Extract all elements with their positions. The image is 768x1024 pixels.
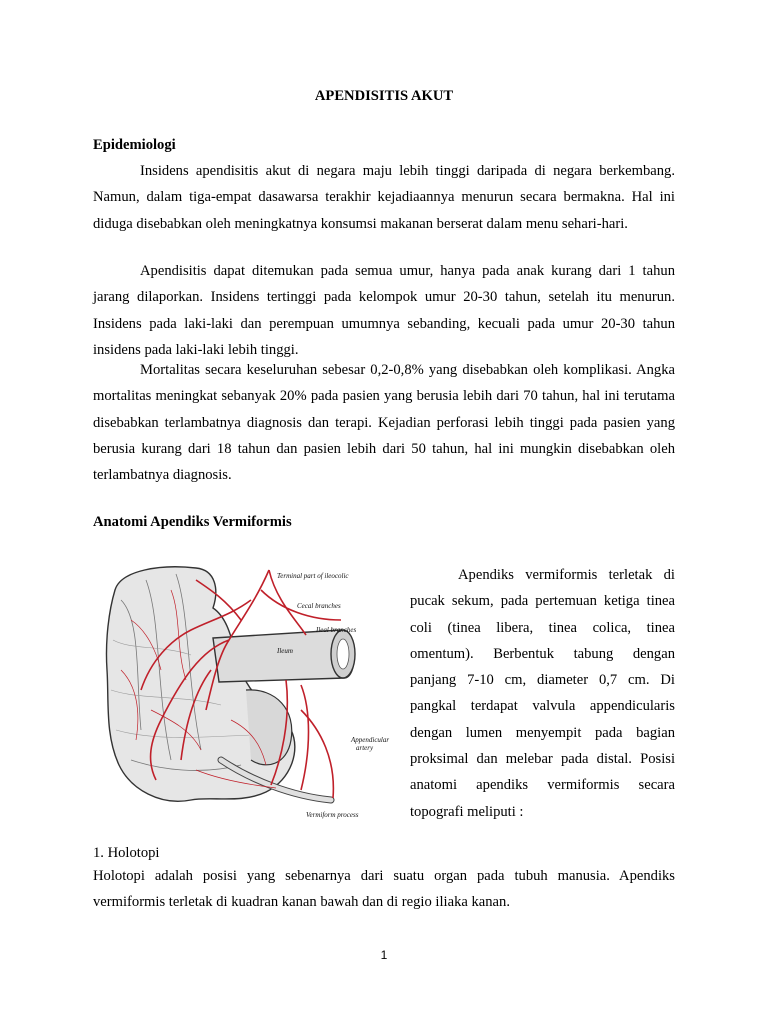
paragraph-epidemiologi-1: Insidens apendisitis akut di negara maju lebih tinggi daripada di negara berkembang. Namun, dalam tiga-empat dasawarsa terakhir kejadiaannya menurun secara bermakna. Hal ini diduga disebabkan oleh meningkatnya konsumsi makanan berserat dalam menu sehari-hari. <box>93 163 675 232</box>
heading-epidemiologi: Epidemiologi <box>93 137 176 153</box>
page-title: APENDISITIS AKUT <box>314 88 454 104</box>
label-ileal-branches: Ileal branches <box>316 626 357 634</box>
label-appendicular: Appendicular <box>351 736 390 744</box>
appendix-anatomy-illustration <box>101 560 391 822</box>
label-vermiform-process: Vermiform process <box>306 811 359 819</box>
label-artery: artery <box>356 744 374 752</box>
paragraph-anatomi: Apendiks vermiformis terletak di pucak sekum, pada pertemuan ketiga tinea coli (tinea libera, tinea colica, tinea omentum). Berbentuk tabung dengan panjang 7-10 cm, diameter 0,7 cm. Di pangkal terdapat valvula appendicularis dengan lumen menyempit pada bagian proksimal dan melebar pada distal. Posisi anatomi apendiks vermiformis secara topografi meliputi : <box>410 567 675 820</box>
paragraph-epidemiologi-3: Mortalitas secara keseluruhan sebesar 0,2-0,8% yang disebabkan oleh komplikasi. Angka mortalitas meningkat sebanyak 20% pada pasien yang berusia lebih dari 70 tahun, hal ini terutama disebabkan terlambatnya diagnosis dan terapi. Kejadian perforasi lebih tinggi pada pasien yang berusia kurang dari 18 tahun dan pasien lebih dari 50 tahun, hal ini mungkin disebabkan oleh terlambatnya diagnosis. <box>93 362 675 484</box>
paragraph-holotopi: Holotopi adalah posisi yang sebenarnya dari suatu organ pada tubuh manusia. Apendiks vermiformis terletak di kuadran kanan bawah dan di regio iliaka kanan. <box>93 868 675 911</box>
label-ileum: Ileum <box>277 647 293 655</box>
paragraph-epidemiologi-2: Apendisitis dapat ditemukan pada semua umur, hanya pada anak kurang dari 1 tahun jarang dilaporkan. Insidens tertinggi pada kelompok umur 20-30 tahun, setelah itu menurun. Insidens pada laki-laki dan perempuan umumnya sebanding, kecuali pada umur 20-30 tahun insidens pada laki-laki lebih tinggi. <box>93 263 675 358</box>
label-terminal-ileocolic: Terminal part of ileocolic <box>277 572 349 580</box>
label-cecal-branches: Cecal branches <box>297 602 341 610</box>
heading-anatomi: Anatomi Apendiks Vermiformis <box>93 514 292 530</box>
page-number: 1 <box>380 948 388 962</box>
heading-holotopi: 1. Holotopi <box>93 845 160 861</box>
